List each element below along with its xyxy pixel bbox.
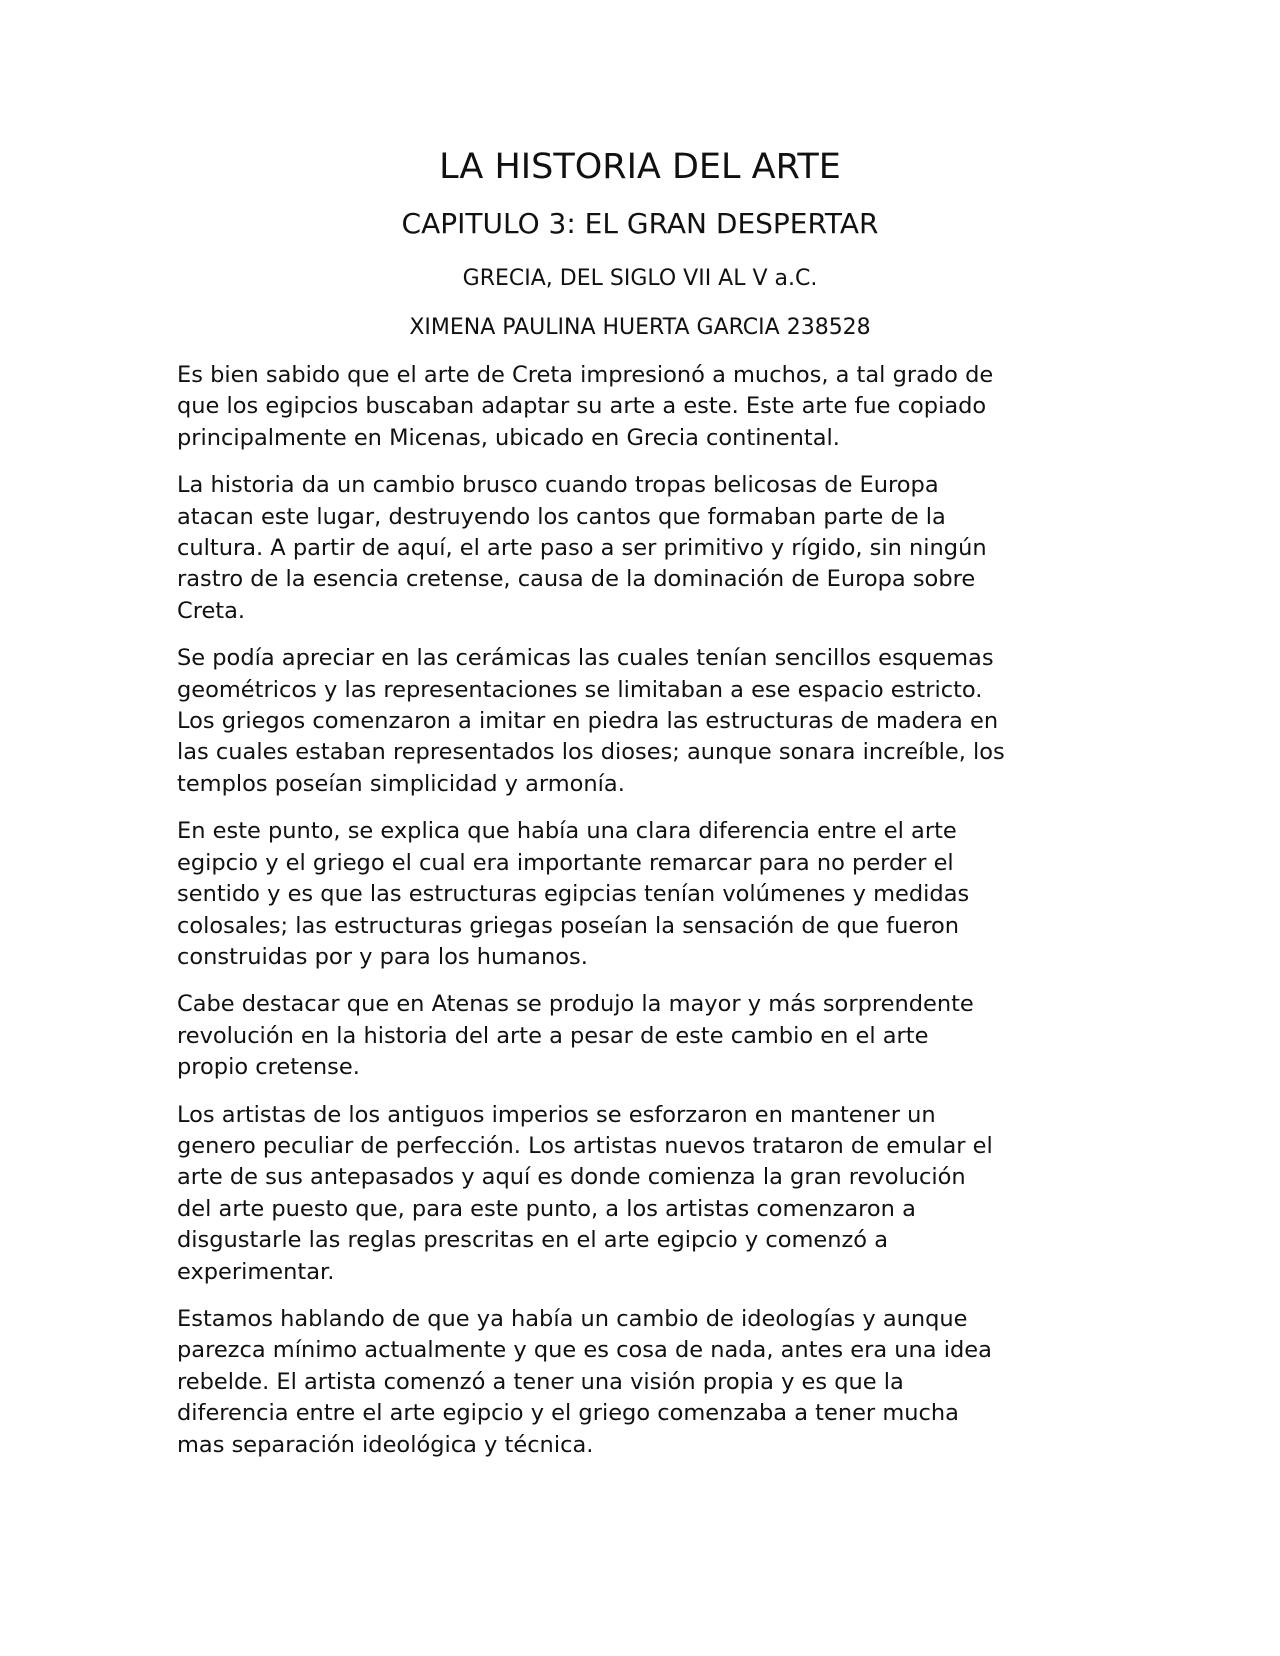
text-line: parezca mínimo actualmente y que es cosa de nada, antes era una idea <box>177 1337 992 1364</box>
paragraph-7 <box>177 1304 1112 1461</box>
paragraph-3 <box>177 643 1112 800</box>
text-line: mas separación ideológica y técnica. <box>177 1431 594 1458</box>
text-line: Cabe destacar que en Atenas se produjo la mayor y más sorprendente <box>177 991 974 1018</box>
text-line: colosales; las estructuras griegas poseían la sensación de que fueron <box>177 912 959 939</box>
paragraph-5 <box>177 989 1112 1083</box>
text-line: rastro de la esencia cretense, causa de la dominación de Europa sobre <box>177 566 976 593</box>
body-text <box>177 360 1112 1477</box>
text-line: genero peculiar de perfección. Los artistas nuevos trataron de emular el <box>177 1132 993 1159</box>
document-subtitle: GRECIA, DEL SIGLO VII AL V a.C. <box>462 266 818 291</box>
text-line: las cuales estaban representados los dioses; aunque sonara increíble, los <box>177 739 1005 766</box>
text-line: atacan este lugar, destruyendo los cantos que formaban parte de la <box>177 503 946 530</box>
text-line: geométricos y las representaciones se limitaban a ese espacio estricto. <box>177 676 983 703</box>
document-title: LA HISTORIA DEL ARTE <box>439 147 841 187</box>
text-line: revolución en la historia del arte a pesar de este cambio en el arte <box>177 1022 929 1049</box>
text-line: Se podía apreciar en las cerámicas las cuales tenían sencillos esquemas <box>177 645 994 672</box>
text-line: Los artistas de los antiguos imperios se esforzaron en mantener un <box>177 1101 936 1128</box>
paragraph-4 <box>177 816 1112 973</box>
chapter-heading: CAPITULO 3: EL GRAN DESPERTAR <box>401 207 879 240</box>
text-line: cultura. A partir de aquí, el arte paso a ser primitivo y rígido, sin ningún <box>177 535 987 562</box>
text-line: Es bien sabido que el arte de Creta impresionó a muchos, a tal grado de <box>177 362 994 388</box>
text-line: Creta. <box>177 597 246 624</box>
text-line: del arte puesto que, para este punto, a los artistas comenzaron a <box>177 1195 916 1222</box>
text-line: propio cretense. <box>177 1054 360 1081</box>
paragraph-6 <box>177 1100 1112 1288</box>
text-line: rebelde. El artista comenzó a tener una visión propia y es que la <box>177 1368 904 1395</box>
paragraph-2 <box>177 470 1112 627</box>
text-line: templos poseían simplicidad y armonía. <box>177 770 625 797</box>
text-line: Los griegos comenzaron a imitar en piedra las estructuras de madera en <box>177 708 999 735</box>
paragraph-1 <box>177 360 1112 454</box>
text-line: sentido y es que las estructuras egipcias tenían volúmenes y medidas <box>177 881 970 908</box>
text-line: La historia da un cambio brusco cuando tropas belicosas de Europa <box>177 472 939 499</box>
text-line: que los egipcios buscaban adaptar su arte a este. Este arte fue copiado <box>177 393 987 420</box>
text-line: En este punto, se explica que había una clara diferencia entre el arte <box>177 818 957 845</box>
text-line: diferencia entre el arte egipcio y el griego comenzaba a tener mucha <box>177 1400 959 1427</box>
text-line: Estamos hablando de que ya había un cambio de ideologías y aunque <box>177 1305 968 1332</box>
author-line: XIMENA PAULINA HUERTA GARCIA 238528 <box>409 315 871 340</box>
text-line: experimentar. <box>177 1258 335 1285</box>
text-line: principalmente en Micenas, ubicado en Grecia continental. <box>177 424 840 451</box>
text-line: arte de sus antepasados y aquí es donde comienza la gran revolución <box>177 1164 966 1191</box>
text-line: egipcio y el griego el cual era importante remarcar para no perder el <box>177 849 954 876</box>
text-line: construidas por y para los humanos. <box>177 943 588 970</box>
text-line: disgustarle las reglas prescritas en el arte egipcio y comenzó a <box>177 1227 888 1254</box>
